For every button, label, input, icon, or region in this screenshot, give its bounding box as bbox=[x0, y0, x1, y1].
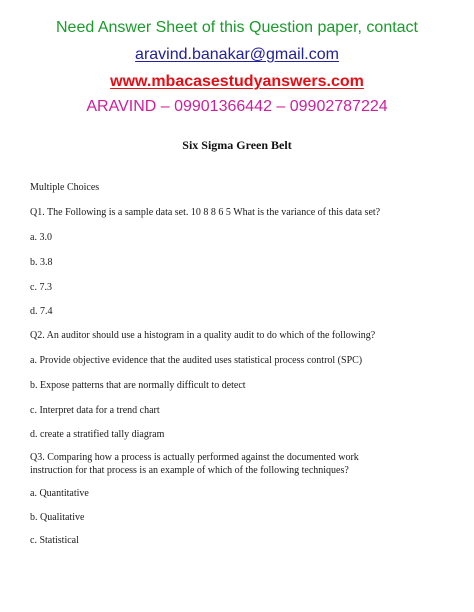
question-1: Q1. The Following is a sample data set. 10 8 8 6 5 What is the variance of this data set? bbox=[30, 207, 381, 218]
q2-option-a: a. Provide objective evidence that the audited uses statistical process control (SPC) bbox=[30, 355, 363, 366]
q3-option-c: c. Statistical bbox=[30, 535, 79, 546]
phone-line: ARAVIND – 09901366442 – 09902787224 bbox=[86, 98, 388, 115]
page-title: Six Sigma Green Belt bbox=[182, 138, 292, 152]
question-3-line-1: Q3. Comparing how a process is actually performed against the documented work bbox=[30, 452, 359, 463]
q3-option-b: b. Qualitative bbox=[30, 512, 85, 523]
q1-option-d: d. 7.4 bbox=[30, 306, 53, 317]
q1-option-b: b. 3.8 bbox=[30, 257, 53, 268]
q1-option-a: a. 3.0 bbox=[30, 232, 52, 243]
q2-option-c: c. Interpret data for a trend chart bbox=[30, 405, 160, 416]
q1-option-c: c. 7.3 bbox=[30, 282, 52, 293]
q3-option-a: a. Quantitative bbox=[30, 488, 89, 499]
q2-option-b: b. Expose patterns that are normally difficult to detect bbox=[30, 380, 246, 391]
question-3-line-2: instruction for that process is an example of which of the following techniques? bbox=[30, 465, 349, 476]
q2-option-d: d. create a stratified tally diagram bbox=[30, 429, 165, 440]
section-heading: Multiple Choices bbox=[30, 182, 100, 193]
question-2: Q2. An auditor should use a histogram in a quality audit to do which of the following? bbox=[30, 330, 376, 341]
contact-line: Need Answer Sheet of this Question paper, contact bbox=[56, 19, 418, 36]
email-link[interactable]: aravind.banakar@gmail.com bbox=[135, 46, 339, 63]
website-link[interactable]: www.mbacasestudyanswers.com bbox=[110, 73, 364, 90]
